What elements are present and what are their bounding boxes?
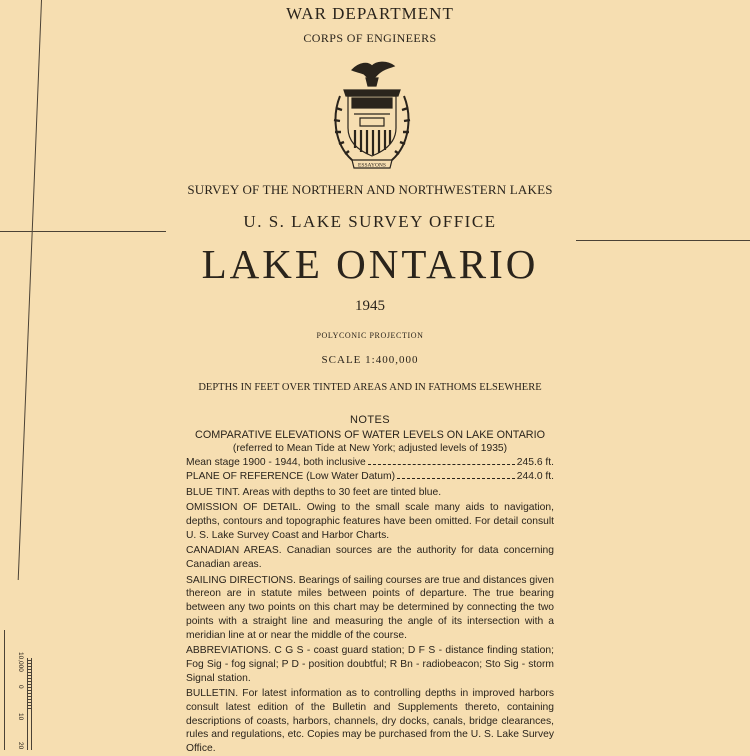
blue-tint-note: BLUE TINT. Areas with depths to 30 feet are tinted blue. [186, 486, 442, 498]
scale-bar-line [4, 630, 5, 750]
survey-title: SURVEY OF THE NORTHERN AND NORTHWESTERN LAKES [187, 182, 553, 197]
elevations-title: COMPARATIVE ELEVATIONS OF WATER LEVELS ON LAKE ONTARIO [195, 428, 545, 441]
plane-label: PLANE OF REFERENCE (Low Water Datum) [186, 470, 396, 482]
office-title: U. S. LAKE SURVEY OFFICE [243, 212, 497, 231]
plane-row [186, 470, 554, 484]
plane-value: 244.0 ft. [516, 470, 554, 482]
scale-bar-ticks [27, 660, 32, 710]
elevations-subtitle: (referred to Mean Tide at New York; adjusted levels of 1935) [232, 443, 508, 455]
seal-ribbon-text: ESSAYONS [358, 162, 386, 169]
depths-note: DEPTHS IN FEET OVER TINTED AREAS AND IN FATHOMS ELSEWHERE [198, 382, 542, 393]
notes-block [186, 414, 554, 756]
corps-seal-icon [330, 56, 414, 174]
leader-dots [368, 464, 515, 465]
scale-label-10000: 10,000 [17, 652, 24, 672]
canadian-note: CANADIAN AREAS. Canadian sources are the authority for data concerning Canadian areas. [186, 545, 554, 571]
vertical-neatline [18, 0, 42, 580]
corps-title: CORPS OF ENGINEERS [303, 31, 437, 45]
abbreviations-note: ABBREVIATIONS. C G S - coast guard station; D F S - distance finding station; Fog Sig - fog signal; P D - position doubtful; R Bn - radiobeacon; Sto Sig - storm Signal station. [186, 645, 554, 684]
mean-stage-row [186, 456, 554, 470]
department-title: WAR DEPARTMENT [286, 4, 454, 23]
notes-heading: NOTES [350, 414, 390, 426]
mean-stage-label: Mean stage 1900 - 1944, both inclusive [186, 457, 366, 469]
leader-dots [397, 478, 515, 479]
bulletin-note: BULLETIN. For latest information as to controlling depths in improved harbors consult latest edition of the Bulletin and Supplements thereto, containing descriptions of coasts, harbors, channels, dry docks, canals, bridge clearances, rules and regulations, etc. Copies may be purchased from the U. S. Lake Survey Office. [186, 688, 554, 755]
scale-bar [0, 630, 40, 750]
scale-label-0: 0 [17, 685, 24, 689]
omission-note: OMISSION OF DETAIL. Owing to the small scale many aids to navigation, depths, contours and topographic features have been omitted. For detail consult U. S. Lake Survey Coast and Harbor Charts. [186, 502, 554, 541]
scale-label-10: 10 [17, 713, 24, 721]
sailing-note: SAILING DIRECTIONS. Bearings of sailing courses are true and distances given thereon are in statute miles between points of departure. The true bearing between any two points on this chart may be determined by connecting the two points with a straight line and measuring the angle of its intersection with a meridian line at or near the middle of the course. [186, 574, 554, 641]
chart-title: LAKE ONTARIO [201, 241, 539, 287]
projection-label: POLYCONIC PROJECTION [316, 331, 424, 340]
chart-year: 1945 [355, 298, 385, 314]
mean-stage-value: 245.6 ft. [516, 457, 554, 469]
scale-label-20: 20 [17, 742, 24, 750]
scale-label: SCALE 1:400,000 [321, 354, 419, 366]
